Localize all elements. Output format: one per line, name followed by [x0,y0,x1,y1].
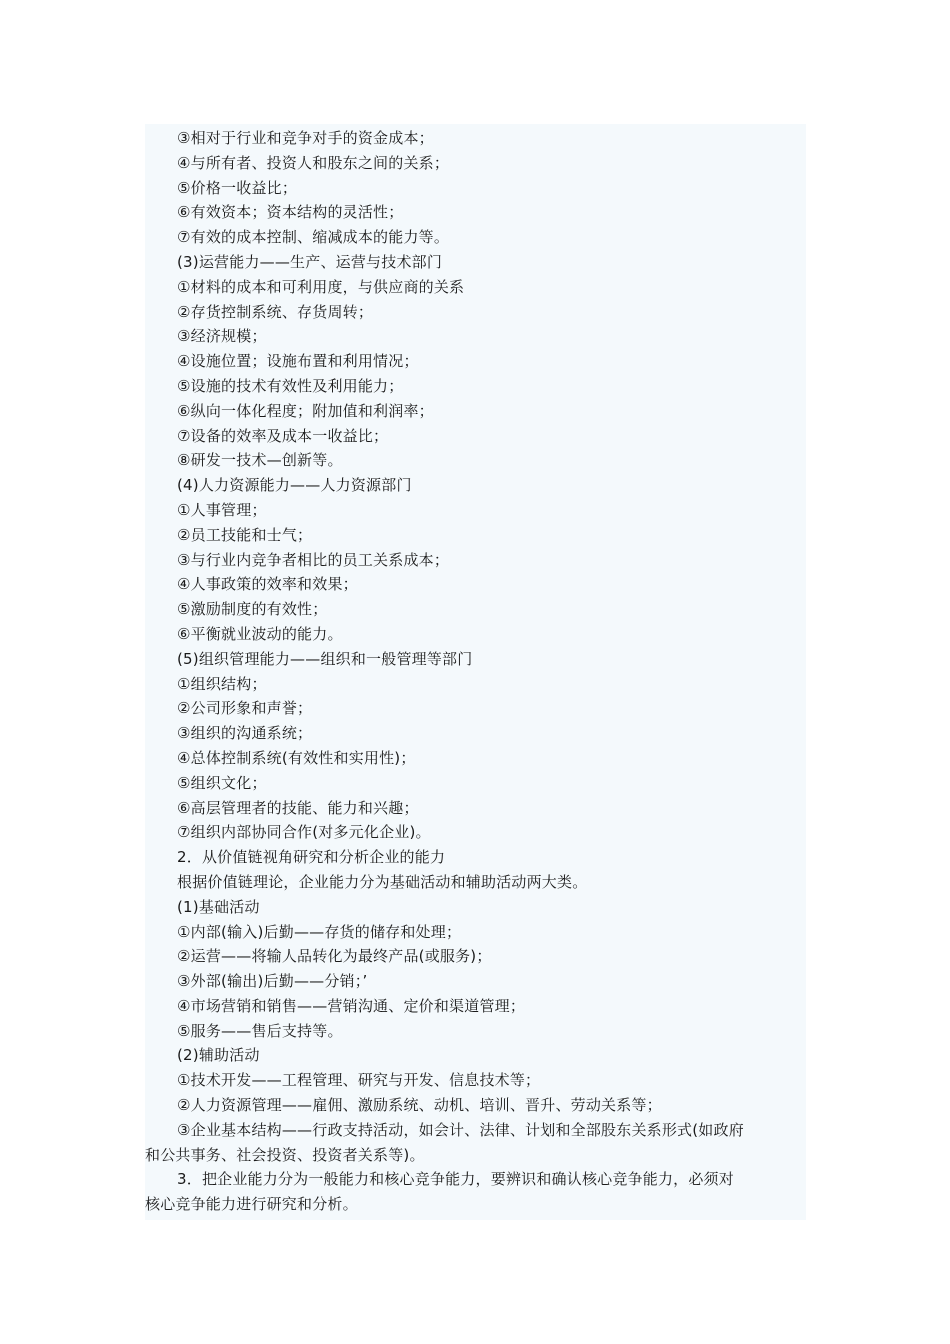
text-line: ②运营——将输人品转化为最终产品(或服务)； [177,947,492,966]
paragraph-line: ③企业基本结构——行政支持活动，如会计、法律、计划和全部股东关系形式(如政府 [177,1120,744,1139]
text-line: ⑥纵向一体化程度；附加值和利润率； [177,401,434,420]
text-line: ⑦设备的效率及成本一收益比； [177,426,389,445]
text-line: ⑤价格一收益比； [177,178,298,197]
text-line: ①人事管理； [177,500,267,519]
text-line: ⑥高层管理者的技能、能力和兴趣； [177,798,419,817]
text-line: ①技术开发——工程管理、研究与开发、信息技术等； [177,1071,541,1090]
section-heading: (4)人力资源能力——人力资源部门 [177,476,412,495]
text-line: ⑦组织内部协同合作(对多元化企业)。 [177,823,431,842]
paragraph-core-competence [145,1167,806,1217]
text-line: ⑤组织文化； [177,773,267,792]
text-line: ⑤激励制度的有效性； [177,600,328,619]
text-line: ⑦有效的成本控制、缩减成本的能力等。 [177,228,450,247]
text-line: ⑥有效资本；资本结构的灵活性； [177,203,404,222]
text-line: ③经济规模； [177,327,267,346]
text-line: ①内部(输入)后勤——存货的储存和处理； [177,922,462,941]
section-heading: (2)辅助活动 [177,1046,260,1065]
text-line: ④总体控制系统(有效性和实用性)； [177,748,416,767]
text-line: ⑧研发一技术—创新等。 [177,451,343,470]
text-line: ④与所有者、投资人和股东之间的关系； [177,153,450,172]
text-line: ③组织的沟通系统； [177,724,313,743]
text-line: ④设施位置；设施布置和利用情况； [177,352,419,371]
text-line: ③与行业内竞争者相比的员工关系成本； [177,550,450,569]
text-line: ③相对于行业和竞争对手的资金成本； [177,129,434,147]
section-heading: (3)运营能力——生产、运营与技术部门 [177,252,443,271]
text-line: ⑥平衡就业波动的能力。 [177,624,343,643]
text-line: ④人事政策的效率和效果； [177,575,358,594]
paragraph-line: 核心竞争能力进行研究和分析。 [145,1195,358,1214]
paragraph-infrastructure [145,1118,806,1168]
text-line: ⑤设施的技术有效性及利用能力； [177,376,404,395]
text-line: ⑤服务——售后支持等。 [177,1021,343,1040]
text-line: ②存货控制系统、存货周转； [177,302,374,321]
text-line: 根据价值链理论，企业能力分为基础活动和辅助活动两大类。 [177,872,588,891]
paragraph-line: 3．把企业能力分为一般能力和核心竞争能力，要辨识和确认核心竞争能力，必须对 [177,1170,734,1189]
text-line: ①材料的成本和可利用度，与供应商的关系 [177,277,465,296]
paragraph-line: 和公共事务、社会投资、投资者关系等)。 [145,1145,425,1164]
section-heading: (1)基础活动 [177,897,260,916]
document-body [145,126,806,1217]
section-heading: 2．从价值链视角研究和分析企业的能力 [177,848,446,867]
text-line: ②公司形象和声誉； [177,699,313,718]
text-line: ②员工技能和士气； [177,525,313,544]
text-line: ③外部(输出)后勤——分销；’ [177,972,368,991]
section-heading: (5)组织管理能力——组织和一般管理等部门 [177,649,473,668]
text-line: ②人力资源管理——雇佣、激励系统、动机、培训、晋升、劳动关系等； [177,1096,662,1115]
text-line: ④市场营销和销售——营销沟通、定价和渠道管理； [177,996,526,1015]
text-line: ①组织结构； [177,674,267,693]
